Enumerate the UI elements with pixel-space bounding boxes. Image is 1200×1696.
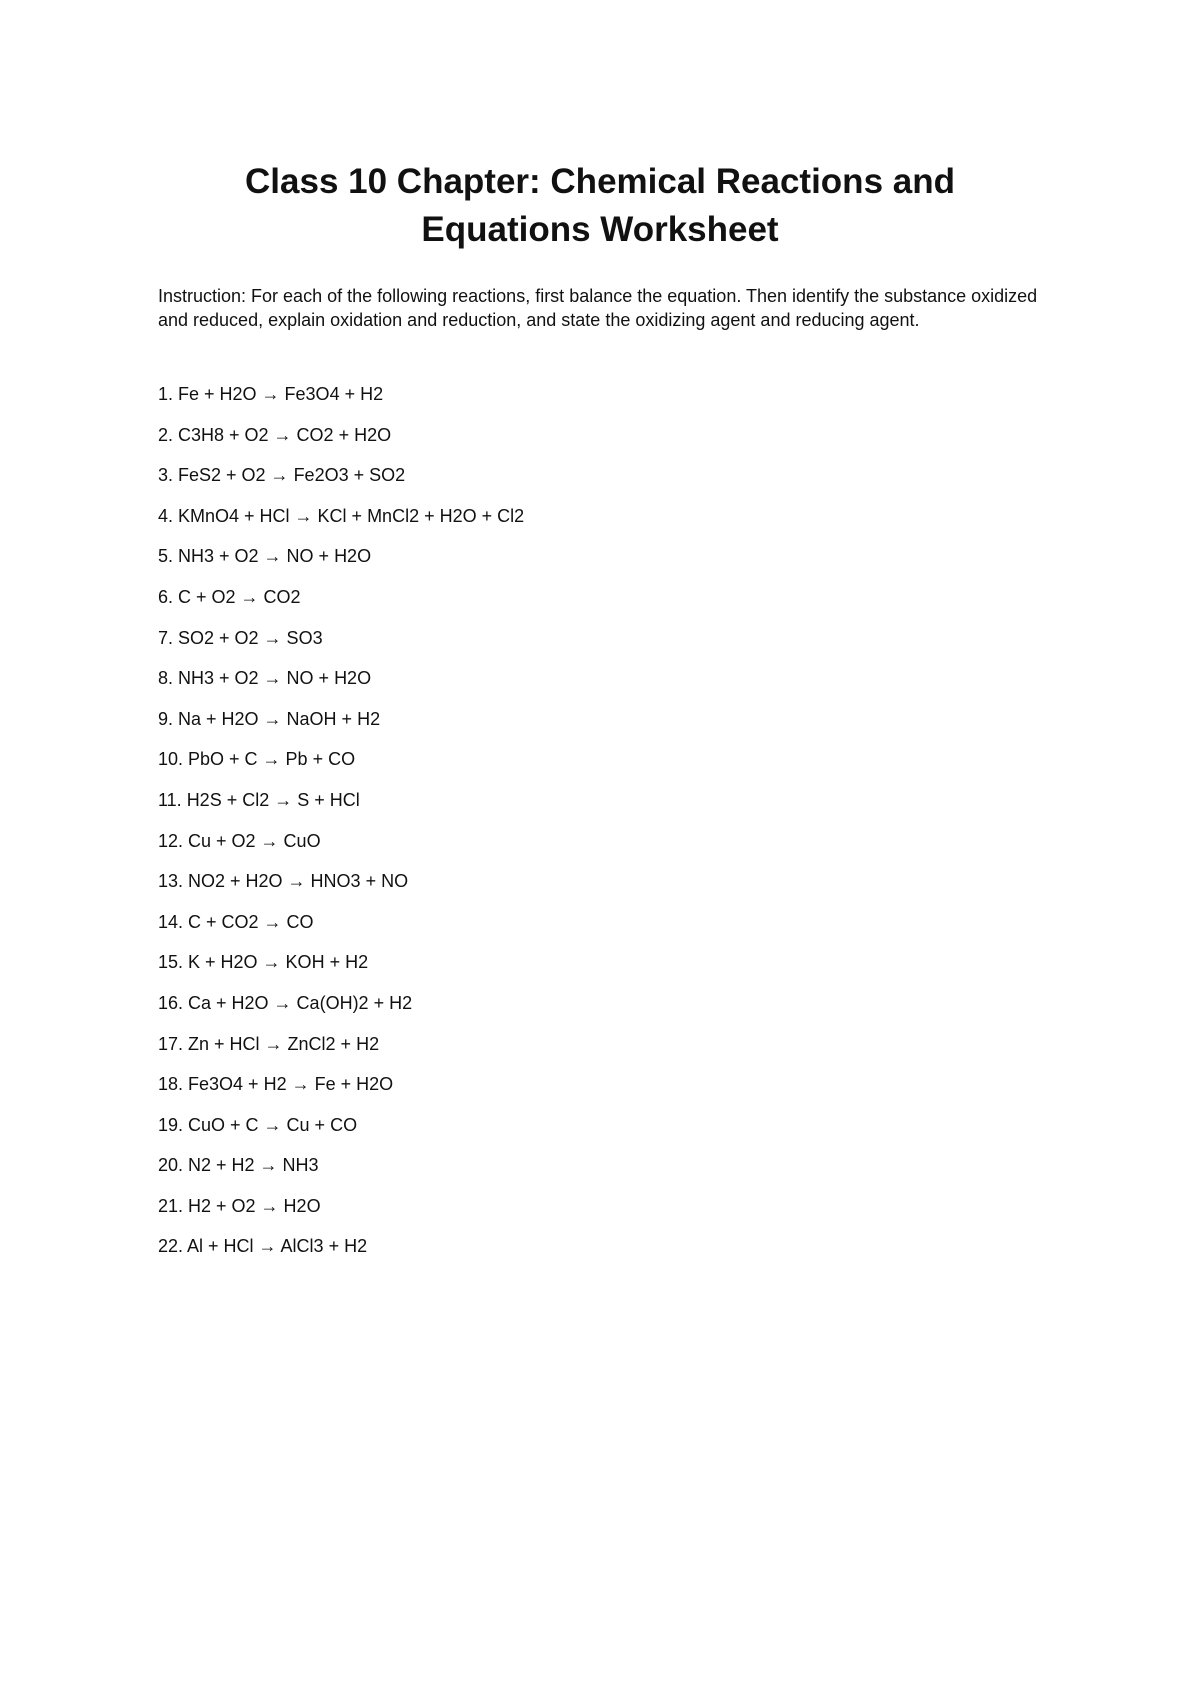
- reaction-item: 2. C3H8 + O2 → CO2 + H2O: [158, 424, 392, 445]
- reaction-item: 8. NH3 + O2 → NO + H2O: [158, 668, 372, 689]
- reaction-item: 19. CuO + C → Cu + CO: [158, 1114, 358, 1135]
- reaction-item: 14. C + CO2 → CO: [158, 911, 314, 932]
- title-line-1: Class 10 Chapter: Chemical Reactions and: [245, 162, 955, 201]
- reaction-item: 12. Cu + O2 → CuO: [158, 830, 321, 851]
- reaction-item: 16. Ca + H2O → Ca(OH)2 + H2: [158, 992, 413, 1013]
- reaction-item: 21. H2 + O2 → H2O: [158, 1195, 321, 1216]
- reaction-item: 5. NH3 + O2 → NO + H2O: [158, 546, 372, 567]
- reaction-list: [158, 382, 524, 1275]
- reaction-item: 9. Na + H2O → NaOH + H2: [158, 708, 381, 729]
- reaction-item: 18. Fe3O4 + H2 → Fe + H2O: [158, 1074, 394, 1095]
- reaction-item: 4. KMnO4 + HCl → KCl + MnCl2 + H2O + Cl2: [158, 505, 525, 526]
- reaction-item: 17. Zn + HCl → ZnCl2 + H2: [158, 1033, 380, 1054]
- reaction-item: 22. Al + HCl → AlCl3 + H2: [158, 1236, 368, 1257]
- reaction-item: 13. NO2 + H2O → HNO3 + NO: [158, 871, 409, 892]
- reaction-item: 20. N2 + H2 → NH3: [158, 1155, 319, 1176]
- reaction-item: 7. SO2 + O2 → SO3: [158, 627, 323, 648]
- reaction-item: 6. C + O2 → CO2: [158, 586, 301, 607]
- reaction-item: 3. FeS2 + O2 → Fe2O3 + SO2: [158, 465, 406, 486]
- reaction-item: 15. K + H2O → KOH + H2: [158, 952, 369, 973]
- title-line-2: Equations Worksheet: [421, 210, 779, 249]
- reaction-item: 1. Fe + H2O → Fe3O4 + H2: [158, 384, 384, 404]
- worksheet-title: [0, 158, 1200, 254]
- instruction-text: Instruction: For each of the following reactions, first balance the equation. Then identify the substance oxidized and reduced, explain oxidation and reduction, and state the oxidizing agent and reducing agent.: [158, 286, 1038, 330]
- reaction-item: 11. H2S + Cl2 → S + HCl: [158, 789, 360, 810]
- reaction-item: 10. PbO + C → Pb + CO: [158, 749, 356, 770]
